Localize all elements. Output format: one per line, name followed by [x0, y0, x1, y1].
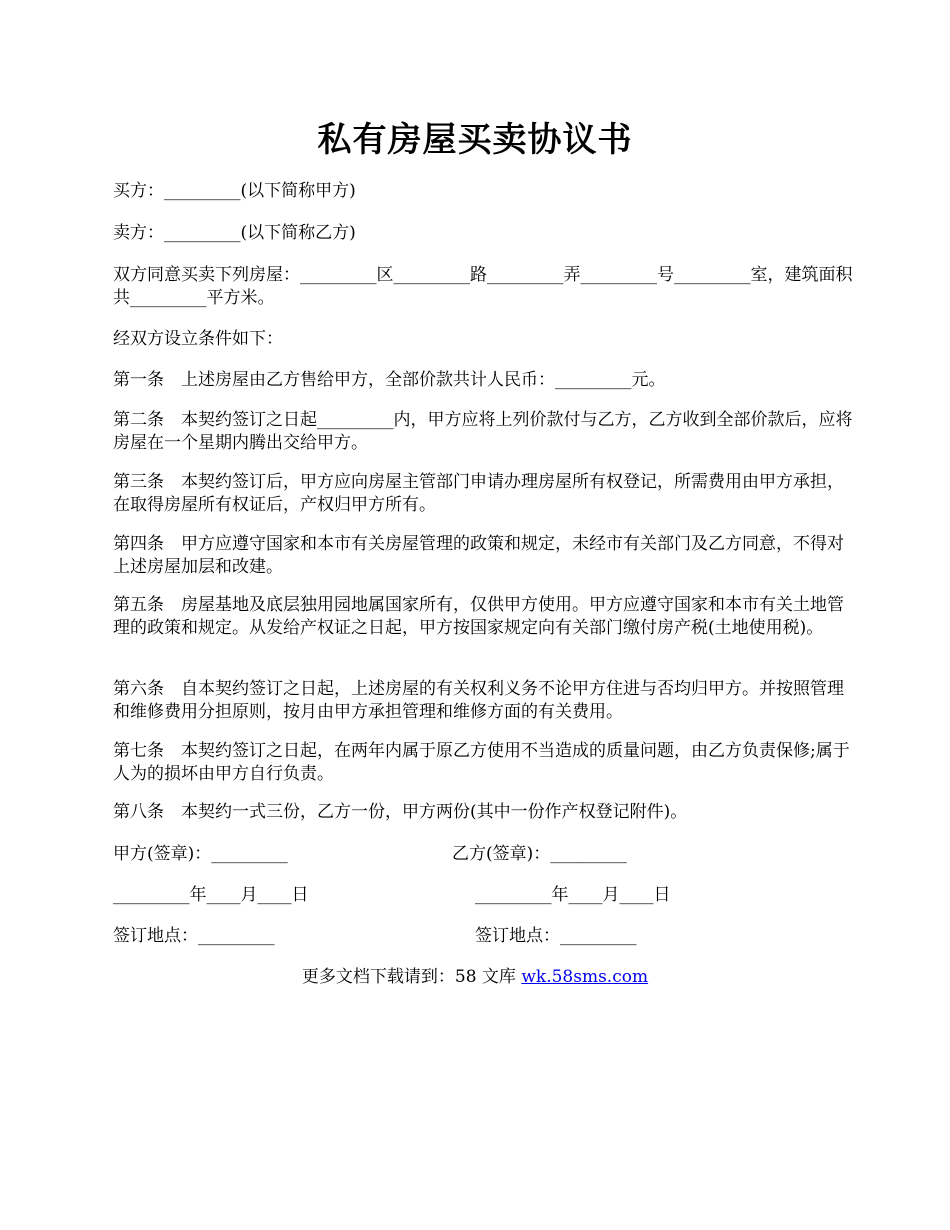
footer-link[interactable]: wk.58sms.com	[521, 967, 649, 987]
buyer-line: 买方：_________(以下简称甲方)	[113, 181, 356, 201]
article-5: 第五条 房屋基地及底层独用园地属国家所有，仅供甲方使用。甲方应遵守国家和本市有关土地管理的政策和规定。从发给产权证之日起，甲方按国家规定向有关部门缴付房产税(土地使用税)。	[113, 595, 844, 638]
party-a-date: _________年____月____日	[113, 885, 309, 905]
conditions-intro: 经双方设立条件如下：	[113, 329, 283, 349]
party-b-date: _________年____月____日	[475, 885, 671, 905]
footer-text: 更多文档下载请到：58 文库	[301, 967, 522, 987]
party-a-signature: 甲方(签章)：_________	[113, 844, 288, 864]
property-description: 双方同意买卖下列房屋：_________区_________路_________弄_________号_________室，建筑面积共_________平方米。	[113, 265, 853, 308]
footer	[0, 966, 950, 989]
article-1: 第一条 上述房屋由乙方售给甲方，全部价款共计人民币：_________元。	[113, 370, 666, 390]
document-title: 私有房屋买卖协议书	[317, 120, 633, 160]
article-6: 第六条 自本契约签订之日起，上述房屋的有关权利义务不论甲方住进与否均归甲方。并按照管理和维修费用分担原则，按月由甲方承担管理和维修方面的有关费用。	[113, 679, 844, 722]
article-2: 第二条 本契约签订之日起_________内，甲方应将上列价款付与乙方，乙方收到全部价款后，应将房屋在一个星期内腾出交给甲方。	[113, 410, 853, 453]
article-7: 第七条 本契约签订之日起，在两年内属于原乙方使用不当造成的质量问题，由乙方负责保修;属于人为的损坏由甲方自行负责。	[113, 741, 850, 784]
article-4: 第四条 甲方应遵守国家和本市有关房屋管理的政策和规定，未经市有关部门及乙方同意，不得对上述房屋加层和改建。	[113, 534, 844, 577]
seller-line: 卖方：_________(以下简称乙方)	[113, 223, 356, 243]
article-3: 第三条 本契约签订后，甲方应向房屋主管部门申请办理房屋所有权登记，所需费用由甲方承担，在取得房屋所有权证后，产权归甲方所有。	[113, 472, 844, 515]
article-8: 第八条 本契约一式三份，乙方一份，甲方两份(其中一份作产权登记附件)。	[113, 802, 688, 822]
party-a-place: 签订地点：_________	[113, 926, 275, 946]
party-b-signature: 乙方(签章)：_________	[452, 844, 627, 864]
party-b-place: 签订地点：_________	[475, 926, 637, 946]
